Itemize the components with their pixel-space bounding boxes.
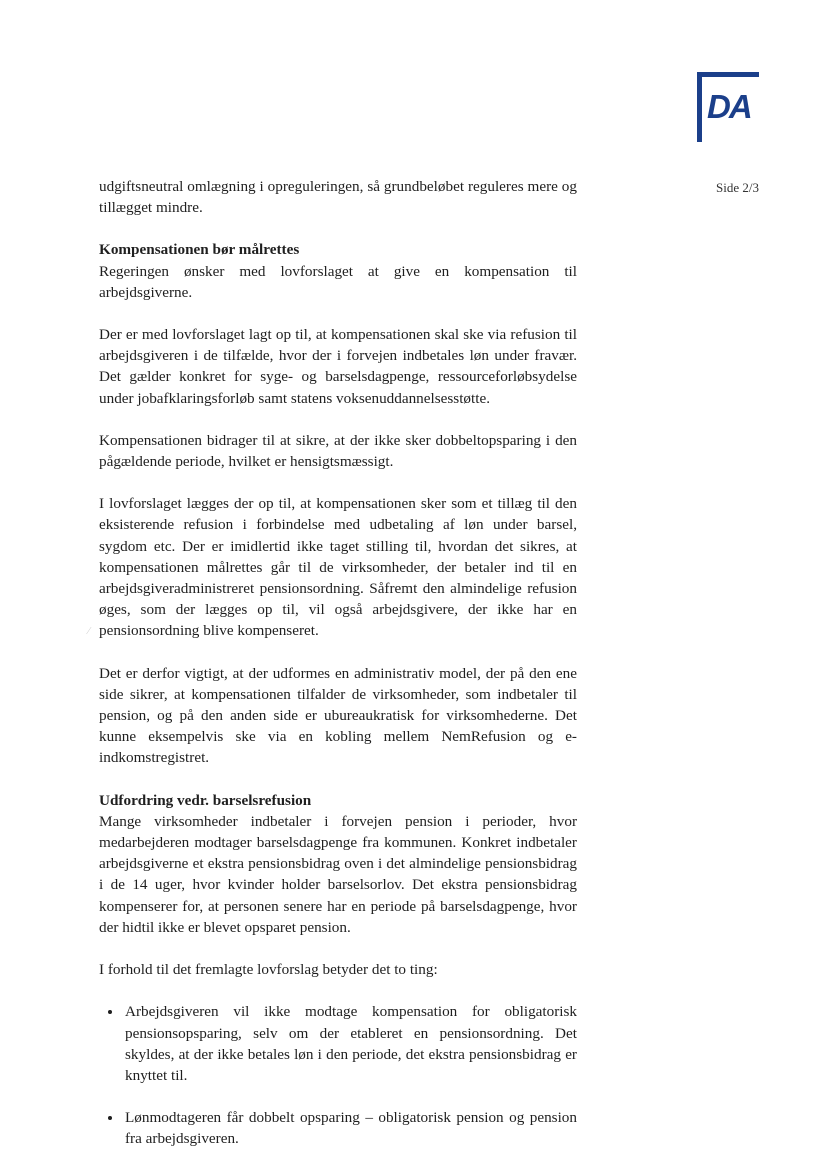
logo-text: DA [707,88,751,125]
paragraph: Der er med lovforslaget lagt op til, at kompensationen skal ske via refusion til arbejdsgiveren i de tilfælde, hvor der i forvejen indbetales løn under fravær. Det gælder konkret for syge- og barselsdagpenge, ressourceforløbsydelse under jobafklaringsforløb samt statens voksenuddannelsesstøtte. [99,326,577,407]
paragraph: Kompensationen bidrager til at sikre, at der ikke sker dobbeltopsparing i den pågældende periode, hvilket er hensigtsmæssigt. [99,431,577,471]
bullet-list [99,1001,577,1149]
paragraph: udgiftsneutral omlægning i opreguleringen, så grundbeløbet reguleres mere og tillægget mindre. [99,178,577,217]
document-body [99,176,577,1171]
paragraph: Regeringen ønsker med lovforslaget at give en kompensation til arbejdsgiverne. [99,262,577,301]
section-heading: Udfordring vedr. barselsrefusion [99,791,312,809]
paragraph: I lovforslaget lægges der op til, at kompensationen sker som et tillæg til den eksisterende refusion i forbindelse med udbetaling af løn under barsel, sygdom etc. Der er imidlertid ikke taget stilling til, hvordan det sikres, at kompensationen målrettes går til de virksomheder, der betaler ind til en arbejdsgiveradministreret pensionsordning. Såfremt den almindelige refusion øges, som der lægges op til, vil også arbejdsgivere, der ikke har en pensionsordning blive kompenseret. [99,495,577,640]
scan-mark-icon: ⁄ [88,626,90,637]
section-heading: Kompensationen bør målrettes [99,241,300,259]
da-logo [697,72,761,142]
paragraph: Det er derfor vigtigt, at der udformes en administrativ model, der på den ene side sikrer, at kompensationen tilfalder de virksomheder, som indbetaler til pension, og på den anden side er ubureaukratisk for virksomhederne. Det kunne eksempelvis ske via en kobling mellem NemRefusion og e-indkomstregistret. [99,664,577,767]
paragraph: I forhold til det fremlagte lovforslag betyder det to ting: [99,961,438,979]
list-item: • Arbejdsgiveren vil ikke modtage kompensation for obligatorisk pensionsopsparing, selv om der etableret en pensionsordning. Det skyldes, at der ikke betales løn i den periode, det ekstra pensionsbidrag er knyttet til. [123,1001,577,1086]
paragraph: Mange virksomheder indbetaler i forvejen pension i perioder, hvor medarbejderen modtager barselsdagpenge fra kommunen. Konkret indbetaler arbejdsgiverne et ekstra pensionsbidrag oven i det almindelige pensionsbidrag i de 14 uger, hvor kvinder holder barselsorlov. Det ekstra pensionsbidrag kompenserer for, at personen senere har en periode på barselsdagpenge, hvor der hidtil ikke er blevet opsparet pension. [99,812,577,936]
page-number: Side 2/3 [716,180,759,195]
list-item: • Lønmodtageren får dobbelt opsparing – obligatorisk pension og pension fra arbejdsgiveren. [123,1107,577,1149]
